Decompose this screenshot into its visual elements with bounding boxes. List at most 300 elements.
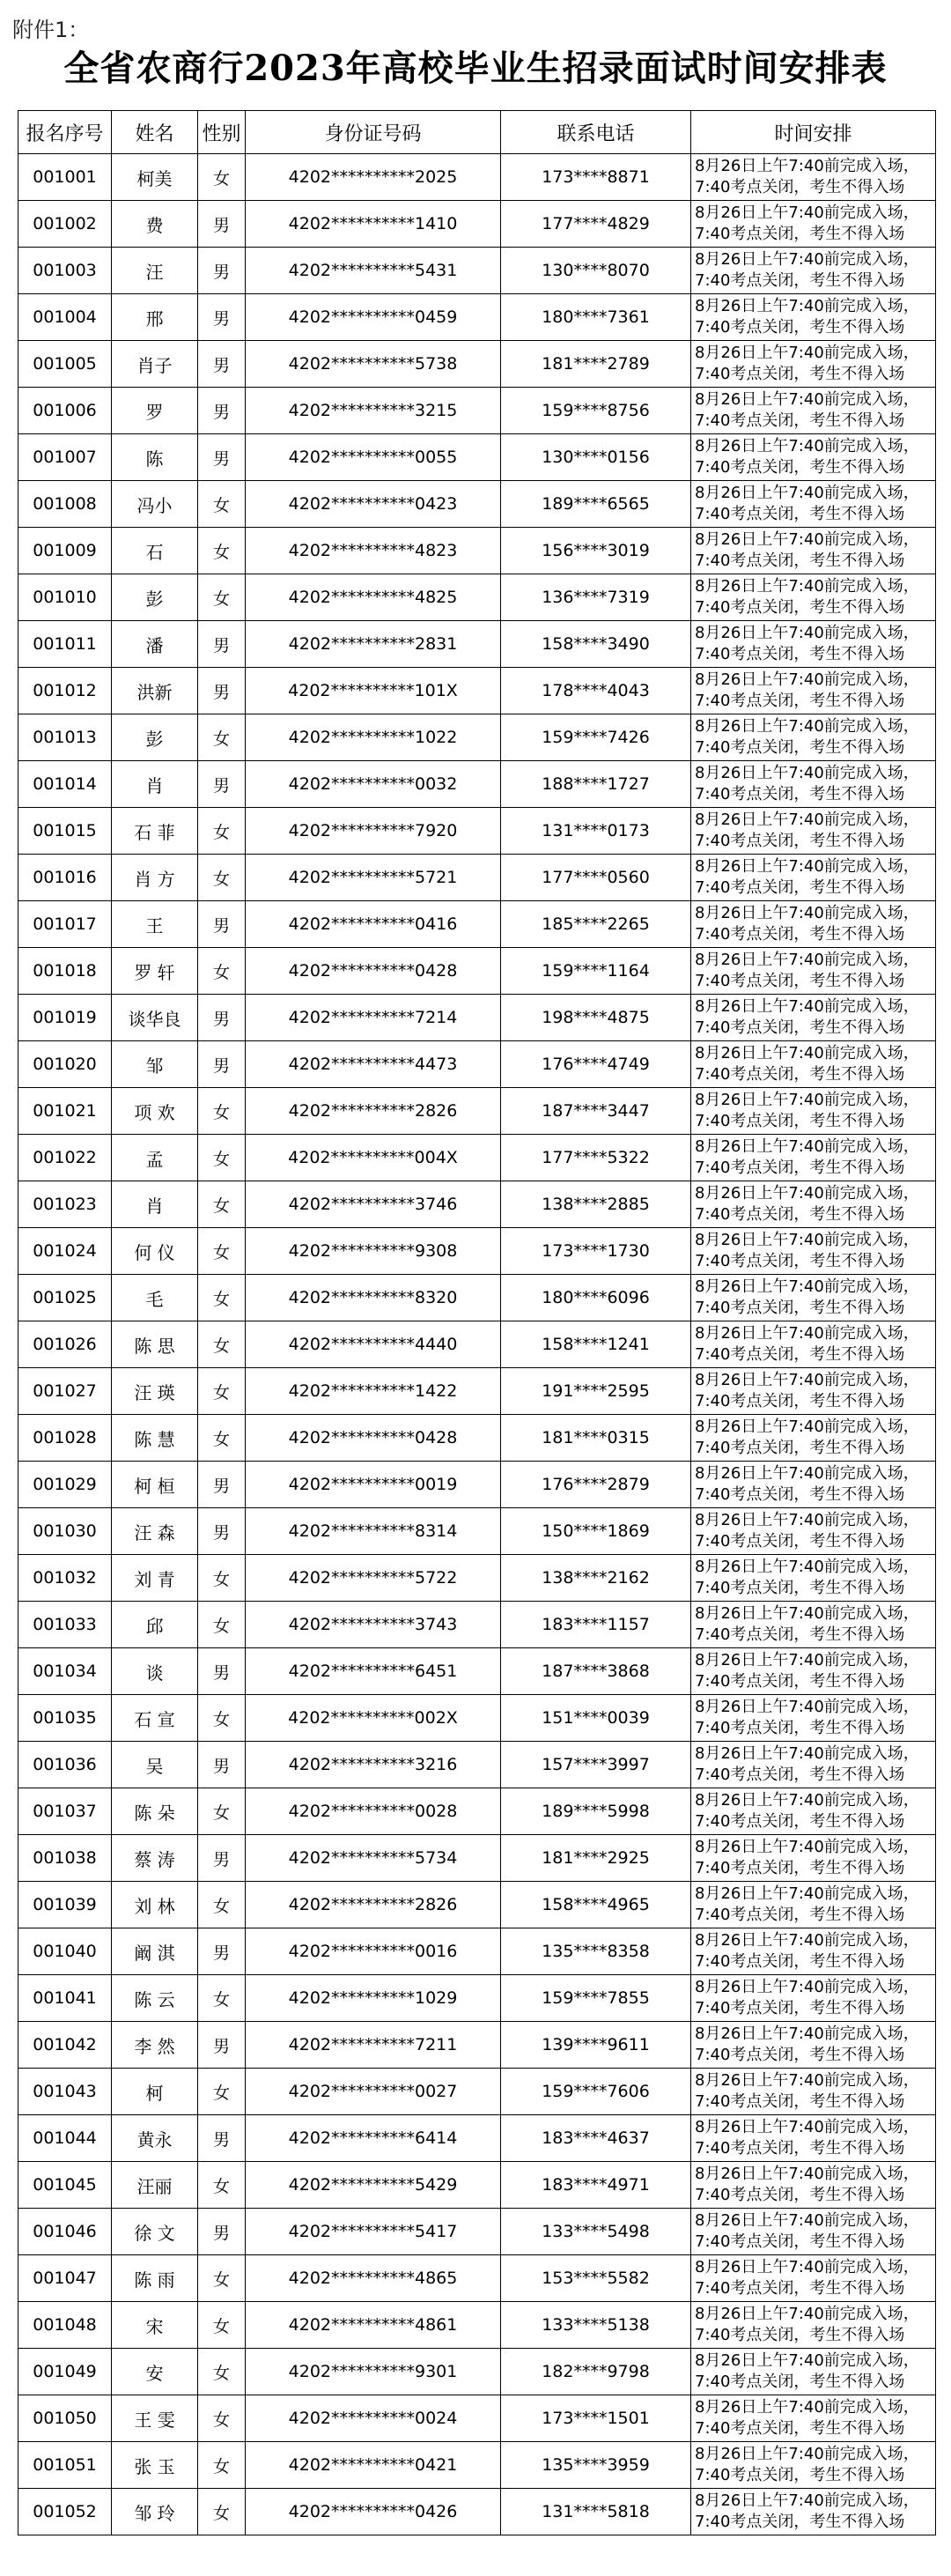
table-row bbox=[18, 1555, 936, 1602]
cell-seq: 001030 bbox=[18, 1508, 112, 1555]
cell-seq: 001051 bbox=[18, 2442, 112, 2489]
cell-phone: 136****7319 bbox=[501, 574, 691, 621]
cell-id: 4202**********1029 bbox=[246, 1975, 501, 2022]
cell-name: 徐 文 bbox=[112, 2209, 198, 2255]
schedule-line-1: 8月26日上午7:40前完成入场， bbox=[695, 1511, 919, 1529]
cell-phone: 156****3019 bbox=[501, 528, 691, 574]
cell-id: 4202**********0055 bbox=[246, 434, 501, 481]
cell-seq: 001007 bbox=[18, 434, 112, 481]
cell-gender: 男 bbox=[198, 761, 246, 808]
cell-seq: 001044 bbox=[18, 2115, 112, 2162]
cell-id: 4202**********7920 bbox=[246, 808, 501, 855]
cell-gender: 女 bbox=[198, 1368, 246, 1415]
schedule-line-2: 7:40考点关闭，考生不得入场 bbox=[695, 1345, 905, 1364]
cell-id: 4202**********9308 bbox=[246, 1228, 501, 1275]
schedule-line-1: 8月26日上午7:40前完成入场， bbox=[695, 951, 919, 969]
cell-seq: 001019 bbox=[18, 995, 112, 1041]
cell-schedule bbox=[691, 2442, 936, 2489]
cell-id: 4202**********0024 bbox=[246, 2395, 501, 2442]
schedule-line-2: 7:40考点关闭，考生不得入场 bbox=[695, 1719, 905, 1737]
schedule-line-2: 7:40考点关闭，考生不得入场 bbox=[695, 551, 905, 570]
cell-id: 4202**********0459 bbox=[246, 294, 501, 341]
header-gender: 性别 bbox=[198, 111, 246, 154]
schedule-line-2: 7:40考点关闭，考生不得入场 bbox=[695, 1952, 905, 1971]
table-row bbox=[18, 948, 936, 995]
cell-seq: 001028 bbox=[18, 1415, 112, 1462]
cell-name: 邱 bbox=[112, 1602, 198, 1648]
cell-gender: 男 bbox=[198, 1742, 246, 1788]
schedule-line-2: 7:40考点关闭，考生不得入场 bbox=[695, 1205, 905, 1224]
cell-schedule bbox=[691, 154, 936, 201]
cell-schedule bbox=[691, 388, 936, 434]
schedule-line-1: 8月26日上午7:40前完成入场， bbox=[695, 624, 919, 642]
header-schedule: 时间安排 bbox=[691, 111, 936, 154]
schedule-line-1: 8月26日上午7:40前完成入场， bbox=[695, 250, 919, 269]
table-row bbox=[18, 2395, 936, 2442]
table-row bbox=[18, 1181, 936, 1228]
cell-phone: 158****1241 bbox=[501, 1321, 691, 1368]
cell-seq: 001045 bbox=[18, 2162, 112, 2209]
table-row bbox=[18, 1648, 936, 1695]
cell-gender: 女 bbox=[198, 2069, 246, 2115]
cell-id: 4202**********0027 bbox=[246, 2069, 501, 2115]
cell-name: 彭 bbox=[112, 574, 198, 621]
cell-schedule bbox=[691, 1555, 936, 1602]
cell-name: 邢 bbox=[112, 294, 198, 341]
cell-phone: 173****8871 bbox=[501, 154, 691, 201]
schedule-line-1: 8月26日上午7:40前完成入场， bbox=[695, 1558, 919, 1576]
table-row bbox=[18, 528, 936, 574]
cell-id: 4202**********0426 bbox=[246, 2489, 501, 2535]
cell-phone: 176****4749 bbox=[501, 1041, 691, 1088]
cell-gender: 女 bbox=[198, 2395, 246, 2442]
cell-phone: 180****6096 bbox=[501, 1275, 691, 1321]
cell-schedule bbox=[691, 2255, 936, 2302]
schedule-line-2: 7:40考点关闭，考生不得入场 bbox=[695, 2092, 905, 2111]
cell-name: 宋 bbox=[112, 2302, 198, 2349]
cell-seq: 001022 bbox=[18, 1135, 112, 1181]
cell-id: 4202**********2025 bbox=[246, 154, 501, 201]
schedule-line-1: 8月26日上午7:40前完成入场， bbox=[695, 1418, 919, 1436]
cell-name: 李 然 bbox=[112, 2022, 198, 2069]
cell-phone: 159****8756 bbox=[501, 388, 691, 434]
page-title: 全省农商行2023年高校毕业生招录面试时间安排表 bbox=[63, 48, 888, 89]
cell-id: 4202**********9301 bbox=[246, 2349, 501, 2395]
cell-name: 项 欢 bbox=[112, 1088, 198, 1135]
cell-id: 4202**********4823 bbox=[246, 528, 501, 574]
schedule-line-1: 8月26日上午7:40前完成入场， bbox=[695, 1978, 919, 1996]
cell-seq: 001046 bbox=[18, 2209, 112, 2255]
header-seq: 报名序号 bbox=[18, 111, 112, 154]
schedule-line-2: 7:40考点关闭，考生不得入场 bbox=[695, 505, 905, 523]
cell-gender: 女 bbox=[198, 808, 246, 855]
cell-gender: 男 bbox=[198, 294, 246, 341]
table-row bbox=[18, 341, 936, 388]
schedule-line-2: 7:40考点关闭，考生不得入场 bbox=[695, 645, 905, 663]
schedule-line-1: 8月26日上午7:40前完成入场， bbox=[695, 1698, 919, 1716]
cell-id: 4202**********0016 bbox=[246, 1928, 501, 1975]
schedule-line-1: 8月26日上午7:40前完成入场， bbox=[695, 997, 919, 1016]
table-row bbox=[18, 1928, 936, 1975]
cell-phone: 139****9611 bbox=[501, 2022, 691, 2069]
schedule-line-2: 7:40考点关闭，考生不得入场 bbox=[695, 1859, 905, 1877]
cell-phone: 135****8358 bbox=[501, 1928, 691, 1975]
table-row bbox=[18, 2022, 936, 2069]
cell-schedule bbox=[691, 1135, 936, 1181]
cell-name: 汪丽 bbox=[112, 2162, 198, 2209]
cell-schedule bbox=[691, 1368, 936, 1415]
schedule-line-1: 8月26日上午7:40前完成入场， bbox=[695, 1231, 919, 1249]
cell-gender: 女 bbox=[198, 528, 246, 574]
schedule-line-2: 7:40考点关闭，考生不得入场 bbox=[695, 1999, 905, 2017]
schedule-line-1: 8月26日上午7:40前完成入场， bbox=[695, 1931, 919, 1950]
schedule-line-2: 7:40考点关闭，考生不得入场 bbox=[695, 2046, 905, 2064]
cell-name: 黄永 bbox=[112, 2115, 198, 2162]
table-row bbox=[18, 388, 936, 434]
schedule-line-2: 7:40考点关闭，考生不得入场 bbox=[695, 2466, 905, 2484]
table-row bbox=[18, 2069, 936, 2115]
schedule-line-2: 7:40考点关闭，考生不得入场 bbox=[695, 1112, 905, 1130]
cell-name: 毛 bbox=[112, 1275, 198, 1321]
cell-gender: 男 bbox=[198, 1835, 246, 1882]
cell-seq: 001050 bbox=[18, 2395, 112, 2442]
cell-id: 4202**********7211 bbox=[246, 2022, 501, 2069]
table-row bbox=[18, 2489, 936, 2535]
cell-name: 柯 bbox=[112, 2069, 198, 2115]
cell-schedule bbox=[691, 248, 936, 294]
table-row bbox=[18, 1835, 936, 1882]
cell-id: 4202**********3216 bbox=[246, 1742, 501, 1788]
cell-name: 肖 bbox=[112, 1181, 198, 1228]
schedule-line-2: 7:40考点关闭，考生不得入场 bbox=[695, 2186, 905, 2204]
cell-seq: 001009 bbox=[18, 528, 112, 574]
cell-phone: 183****4971 bbox=[501, 2162, 691, 2209]
cell-phone: 183****1157 bbox=[501, 1602, 691, 1648]
cell-id: 4202**********1022 bbox=[246, 714, 501, 761]
cell-schedule bbox=[691, 714, 936, 761]
cell-id: 4202**********0428 bbox=[246, 1415, 501, 1462]
cell-seq: 001048 bbox=[18, 2302, 112, 2349]
cell-gender: 女 bbox=[198, 574, 246, 621]
cell-id: 4202**********4440 bbox=[246, 1321, 501, 1368]
schedule-line-1: 8月26日上午7:40前完成入场， bbox=[695, 484, 919, 502]
schedule-line-1: 8月26日上午7:40前完成入场， bbox=[695, 1277, 919, 1296]
schedule-line-1: 8月26日上午7:40前完成入场， bbox=[695, 764, 919, 782]
cell-id: 4202**********8314 bbox=[246, 1508, 501, 1555]
schedule-line-1: 8月26日上午7:40前完成入场， bbox=[695, 204, 919, 222]
schedule-line-1: 8月26日上午7:40前完成入场， bbox=[695, 1744, 919, 1763]
table-row bbox=[18, 2442, 936, 2489]
cell-seq: 001042 bbox=[18, 2022, 112, 2069]
schedule-line-1: 8月26日上午7:40前完成入场， bbox=[695, 157, 919, 175]
table-row bbox=[18, 481, 936, 528]
cell-gender: 女 bbox=[198, 1135, 246, 1181]
table-header-row bbox=[18, 111, 936, 154]
cell-schedule bbox=[691, 621, 936, 668]
cell-name: 罗 轩 bbox=[112, 948, 198, 995]
schedule-line-1: 8月26日上午7:40前完成入场， bbox=[695, 2211, 919, 2230]
schedule-line-2: 7:40考点关闭，考生不得入场 bbox=[695, 785, 905, 803]
schedule-line-2: 7:40考点关闭，考生不得入场 bbox=[695, 1392, 905, 1410]
schedule-line-2: 7:40考点关闭，考生不得入场 bbox=[695, 1812, 905, 1831]
cell-seq: 001043 bbox=[18, 2069, 112, 2115]
table-row bbox=[18, 2255, 936, 2302]
cell-phone: 151****0039 bbox=[501, 1695, 691, 1742]
cell-gender: 男 bbox=[198, 341, 246, 388]
cell-seq: 001020 bbox=[18, 1041, 112, 1088]
schedule-line-1: 8月26日上午7:40前完成入场， bbox=[695, 717, 919, 736]
cell-id: 4202**********0428 bbox=[246, 948, 501, 995]
cell-seq: 001033 bbox=[18, 1602, 112, 1648]
cell-seq: 001013 bbox=[18, 714, 112, 761]
cell-gender: 女 bbox=[198, 2349, 246, 2395]
schedule-line-2: 7:40考点关闭，考生不得入场 bbox=[695, 972, 905, 990]
cell-gender: 女 bbox=[198, 714, 246, 761]
cell-name: 汪 瑛 bbox=[112, 1368, 198, 1415]
cell-name: 王 bbox=[112, 901, 198, 948]
schedule-line-2: 7:40考点关闭，考生不得入场 bbox=[695, 271, 905, 290]
cell-phone: 177****0560 bbox=[501, 855, 691, 901]
cell-name: 石 bbox=[112, 528, 198, 574]
schedule-line-2: 7:40考点关闭，考生不得入场 bbox=[695, 1299, 905, 1317]
cell-seq: 001029 bbox=[18, 1462, 112, 1508]
schedule-line-2: 7:40考点关闭，考生不得入场 bbox=[695, 2372, 905, 2391]
cell-schedule bbox=[691, 2115, 936, 2162]
cell-phone: 130****0156 bbox=[501, 434, 691, 481]
cell-phone: 187****3868 bbox=[501, 1648, 691, 1695]
cell-id: 4202**********2826 bbox=[246, 1088, 501, 1135]
cell-schedule bbox=[691, 1602, 936, 1648]
cell-name: 石 宣 bbox=[112, 1695, 198, 1742]
cell-phone: 177****4829 bbox=[501, 201, 691, 248]
schedule-line-2: 7:40考点关闭，考生不得入场 bbox=[695, 598, 905, 617]
table-row bbox=[18, 1321, 936, 1368]
cell-seq: 001005 bbox=[18, 341, 112, 388]
cell-schedule bbox=[691, 1088, 936, 1135]
cell-name: 孟 bbox=[112, 1135, 198, 1181]
cell-schedule bbox=[691, 2162, 936, 2209]
schedule-line-2: 7:40考点关闭，考生不得入场 bbox=[695, 2419, 905, 2438]
schedule-line-2: 7:40考点关闭，考生不得入场 bbox=[695, 738, 905, 757]
cell-seq: 001012 bbox=[18, 668, 112, 714]
cell-seq: 001052 bbox=[18, 2489, 112, 2535]
cell-name: 陈 bbox=[112, 434, 198, 481]
table-row bbox=[18, 1602, 936, 1648]
cell-name: 阚 淇 bbox=[112, 1928, 198, 1975]
cell-phone: 181****2789 bbox=[501, 341, 691, 388]
cell-id: 4202**********5417 bbox=[246, 2209, 501, 2255]
table-row bbox=[18, 1508, 936, 1555]
cell-phone: 158****3490 bbox=[501, 621, 691, 668]
schedule-line-1: 8月26日上午7:40前完成入场， bbox=[695, 1184, 919, 1203]
cell-schedule bbox=[691, 1788, 936, 1835]
table-row bbox=[18, 201, 936, 248]
cell-seq: 001016 bbox=[18, 855, 112, 901]
schedule-line-2: 7:40考点关闭，考生不得入场 bbox=[695, 925, 905, 944]
schedule-line-1: 8月26日上午7:40前完成入场， bbox=[695, 1324, 919, 1343]
schedule-line-1: 8月26日上午7:40前完成入场， bbox=[695, 2165, 919, 2183]
table-row bbox=[18, 248, 936, 294]
cell-schedule bbox=[691, 2022, 936, 2069]
table-row bbox=[18, 1135, 936, 1181]
schedule-line-1: 8月26日上午7:40前完成入场， bbox=[695, 1371, 919, 1389]
cell-id: 4202**********004X bbox=[246, 1135, 501, 1181]
schedule-line-1: 8月26日上午7:40前完成入场， bbox=[695, 1884, 919, 1903]
cell-phone: 138****2162 bbox=[501, 1555, 691, 1602]
cell-name: 肖 bbox=[112, 761, 198, 808]
schedule-line-2: 7:40考点关闭，考生不得入场 bbox=[695, 1439, 905, 1457]
cell-seq: 001047 bbox=[18, 2255, 112, 2302]
cell-id: 4202**********2831 bbox=[246, 621, 501, 668]
cell-gender: 女 bbox=[198, 154, 246, 201]
schedule-line-2: 7:40考点关闭，考生不得入场 bbox=[695, 178, 905, 196]
header-name: 姓名 bbox=[112, 111, 198, 154]
schedule-line-1: 8月26日上午7:40前完成入场， bbox=[695, 811, 919, 829]
cell-name: 邹 bbox=[112, 1041, 198, 1088]
cell-schedule bbox=[691, 1415, 936, 1462]
table-row bbox=[18, 574, 936, 621]
cell-phone: 150****1869 bbox=[501, 1508, 691, 1555]
table-row bbox=[18, 1088, 936, 1135]
cell-name: 刘 青 bbox=[112, 1555, 198, 1602]
table-body bbox=[18, 154, 936, 2535]
cell-gender: 女 bbox=[198, 1415, 246, 1462]
schedule-line-2: 7:40考点关闭，考生不得入场 bbox=[695, 1672, 905, 1691]
cell-schedule bbox=[691, 1648, 936, 1695]
cell-name: 安 bbox=[112, 2349, 198, 2395]
cell-schedule bbox=[691, 668, 936, 714]
cell-phone: 159****7606 bbox=[501, 2069, 691, 2115]
cell-seq: 001018 bbox=[18, 948, 112, 995]
cell-id: 4202**********1422 bbox=[246, 1368, 501, 1415]
table-row bbox=[18, 621, 936, 668]
cell-id: 4202**********6451 bbox=[246, 1648, 501, 1695]
cell-seq: 001014 bbox=[18, 761, 112, 808]
schedule-line-1: 8月26日上午7:40前完成入场， bbox=[695, 2445, 919, 2463]
table-row bbox=[18, 1462, 936, 1508]
cell-seq: 001037 bbox=[18, 1788, 112, 1835]
cell-gender: 男 bbox=[198, 1462, 246, 1508]
schedule-line-1: 8月26日上午7:40前完成入场， bbox=[695, 530, 919, 549]
schedule-line-1: 8月26日上午7:40前完成入场， bbox=[695, 2071, 919, 2090]
cell-gender: 女 bbox=[198, 1555, 246, 1602]
table-row bbox=[18, 1695, 936, 1742]
cell-name: 洪新 bbox=[112, 668, 198, 714]
cell-name: 陈 雨 bbox=[112, 2255, 198, 2302]
schedule-line-1: 8月26日上午7:40前完成入场， bbox=[695, 904, 919, 922]
cell-seq: 001021 bbox=[18, 1088, 112, 1135]
cell-id: 4202**********4473 bbox=[246, 1041, 501, 1088]
cell-id: 4202**********0421 bbox=[246, 2442, 501, 2489]
cell-id: 4202**********0028 bbox=[246, 1788, 501, 1835]
schedule-line-1: 8月26日上午7:40前完成入场， bbox=[695, 2398, 919, 2417]
cell-name: 汪 bbox=[112, 248, 198, 294]
cell-gender: 女 bbox=[198, 1882, 246, 1928]
cell-name: 肖子 bbox=[112, 341, 198, 388]
cell-name: 何 仪 bbox=[112, 1228, 198, 1275]
schedule-line-2: 7:40考点关闭，考生不得入场 bbox=[695, 692, 905, 710]
schedule-table bbox=[18, 110, 936, 2535]
cell-schedule bbox=[691, 294, 936, 341]
cell-gender: 女 bbox=[198, 1788, 246, 1835]
cell-phone: 153****5582 bbox=[501, 2255, 691, 2302]
cell-id: 4202**********4825 bbox=[246, 574, 501, 621]
cell-phone: 187****3447 bbox=[501, 1088, 691, 1135]
cell-phone: 177****5322 bbox=[501, 1135, 691, 1181]
schedule-line-1: 8月26日上午7:40前完成入场， bbox=[695, 2491, 919, 2510]
cell-schedule bbox=[691, 481, 936, 528]
cell-schedule bbox=[691, 1835, 936, 1882]
table-row bbox=[18, 1041, 936, 1088]
cell-gender: 男 bbox=[198, 1041, 246, 1088]
table-row bbox=[18, 1788, 936, 1835]
cell-phone: 178****4043 bbox=[501, 668, 691, 714]
table-row bbox=[18, 1228, 936, 1275]
cell-schedule bbox=[691, 808, 936, 855]
schedule-line-1: 8月26日上午7:40前完成入场， bbox=[695, 2305, 919, 2323]
cell-schedule bbox=[691, 341, 936, 388]
header-phone: 联系电话 bbox=[501, 111, 691, 154]
cell-name: 石 菲 bbox=[112, 808, 198, 855]
cell-schedule bbox=[691, 1228, 936, 1275]
cell-name: 蔡 涛 bbox=[112, 1835, 198, 1882]
cell-id: 4202**********2826 bbox=[246, 1882, 501, 1928]
cell-gender: 男 bbox=[198, 901, 246, 948]
schedule-line-2: 7:40考点关闭，考生不得入场 bbox=[695, 1765, 905, 1784]
cell-name: 刘 林 bbox=[112, 1882, 198, 1928]
table-row bbox=[18, 1975, 936, 2022]
table-row bbox=[18, 2209, 936, 2255]
schedule-line-2: 7:40考点关闭，考生不得入场 bbox=[695, 1532, 905, 1551]
cell-phone: 131****5818 bbox=[501, 2489, 691, 2535]
cell-name: 潘 bbox=[112, 621, 198, 668]
cell-gender: 男 bbox=[198, 995, 246, 1041]
cell-id: 4202**********3746 bbox=[246, 1181, 501, 1228]
cell-seq: 001001 bbox=[18, 154, 112, 201]
cell-seq: 001041 bbox=[18, 1975, 112, 2022]
cell-id: 4202**********4861 bbox=[246, 2302, 501, 2349]
cell-phone: 133****5138 bbox=[501, 2302, 691, 2349]
cell-seq: 001008 bbox=[18, 481, 112, 528]
table-row bbox=[18, 901, 936, 948]
schedule-line-2: 7:40考点关闭，考生不得入场 bbox=[695, 1158, 905, 1177]
schedule-line-2: 7:40考点关闭，考生不得入场 bbox=[695, 1906, 905, 1924]
cell-gender: 男 bbox=[198, 1648, 246, 1695]
cell-phone: 198****4875 bbox=[501, 995, 691, 1041]
cell-id: 4202**********4865 bbox=[246, 2255, 501, 2302]
cell-phone: 181****0315 bbox=[501, 1415, 691, 1462]
schedule-line-2: 7:40考点关闭，考生不得入场 bbox=[695, 2139, 905, 2158]
cell-gender: 男 bbox=[198, 201, 246, 248]
cell-phone: 181****2925 bbox=[501, 1835, 691, 1882]
cell-schedule bbox=[691, 1321, 936, 1368]
cell-schedule bbox=[691, 2302, 936, 2349]
cell-schedule bbox=[691, 1928, 936, 1975]
cell-seq: 001038 bbox=[18, 1835, 112, 1882]
cell-phone: 159****7426 bbox=[501, 714, 691, 761]
schedule-line-2: 7:40考点关闭，考生不得入场 bbox=[695, 1018, 905, 1037]
cell-gender: 女 bbox=[198, 1975, 246, 2022]
cell-schedule bbox=[691, 1975, 936, 2022]
schedule-line-1: 8月26日上午7:40前完成入场， bbox=[695, 1604, 919, 1623]
cell-phone: 185****2265 bbox=[501, 901, 691, 948]
cell-phone: 191****2595 bbox=[501, 1368, 691, 1415]
cell-seq: 001034 bbox=[18, 1648, 112, 1695]
schedule-line-2: 7:40考点关闭，考生不得入场 bbox=[695, 2326, 905, 2344]
cell-seq: 001017 bbox=[18, 901, 112, 948]
cell-phone: 135****3959 bbox=[501, 2442, 691, 2489]
table-row bbox=[18, 1368, 936, 1415]
